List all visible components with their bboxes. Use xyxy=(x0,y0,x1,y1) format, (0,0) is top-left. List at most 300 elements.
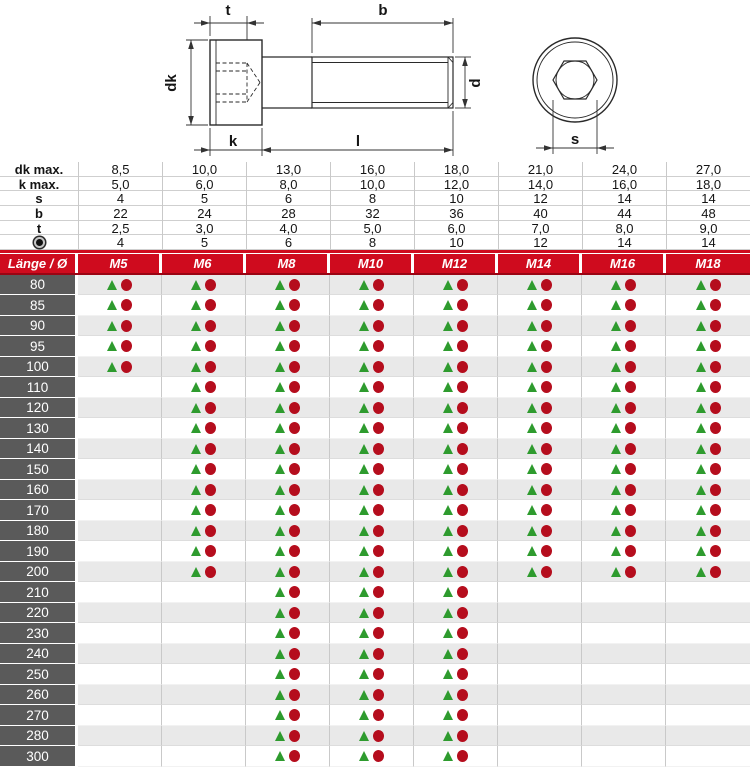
spec-value: 6 xyxy=(246,191,330,206)
triangle-marker xyxy=(443,546,453,556)
screw-technical-drawing xyxy=(0,0,750,162)
availability-cell xyxy=(330,705,414,726)
circle-marker xyxy=(373,627,384,639)
triangle-marker xyxy=(359,628,369,638)
triangle-marker xyxy=(443,382,453,392)
spec-row xyxy=(0,206,750,221)
triangle-marker xyxy=(527,526,537,536)
spec-value: 14 xyxy=(582,191,666,206)
spec-value: 22 xyxy=(78,206,162,221)
triangle-marker xyxy=(696,526,706,536)
spec-value: 8 xyxy=(330,235,414,250)
triangle-marker xyxy=(359,423,369,433)
triangle-marker xyxy=(359,751,369,761)
availability-cell xyxy=(582,746,666,767)
triangle-marker xyxy=(527,300,537,310)
length-label: 300 xyxy=(0,746,78,767)
triangle-marker xyxy=(696,300,706,310)
availability-cell xyxy=(78,500,162,521)
circle-marker xyxy=(710,525,721,537)
circle-marker xyxy=(625,443,636,455)
circle-marker xyxy=(205,402,216,414)
length-label: 280 xyxy=(0,726,78,747)
circle-marker xyxy=(625,422,636,434)
availability-cell xyxy=(246,603,330,624)
triangle-marker xyxy=(443,649,453,659)
availability-cell xyxy=(330,746,414,767)
availability-cell xyxy=(162,295,246,316)
triangle-marker xyxy=(443,464,453,474)
availability-cell xyxy=(498,439,582,460)
availability-cell xyxy=(78,562,162,583)
spec-value: 14,0 xyxy=(498,177,582,192)
availability-cell xyxy=(78,336,162,357)
availability-cell xyxy=(582,418,666,439)
circle-marker xyxy=(373,525,384,537)
table-row xyxy=(0,664,750,685)
availability-cell xyxy=(498,705,582,726)
availability-cell xyxy=(414,562,498,583)
triangle-marker xyxy=(275,649,285,659)
circle-marker xyxy=(541,566,552,578)
availability-cell xyxy=(246,275,330,296)
spec-row-label: k max. xyxy=(18,176,60,192)
availability-cell xyxy=(666,603,750,624)
circle-marker xyxy=(541,545,552,557)
circle-marker xyxy=(710,340,721,352)
availability-cell xyxy=(78,746,162,767)
triangle-marker xyxy=(443,321,453,331)
triangle-marker xyxy=(611,300,621,310)
length-label: 140 xyxy=(0,439,78,460)
availability-cell xyxy=(162,418,246,439)
circle-marker xyxy=(373,443,384,455)
triangle-marker xyxy=(696,362,706,372)
circle-marker xyxy=(205,504,216,516)
circle-marker xyxy=(457,299,468,311)
table-row xyxy=(0,459,750,480)
availability-cell xyxy=(78,295,162,316)
availability-cell xyxy=(666,746,750,767)
spec-value: 6 xyxy=(246,235,330,250)
circle-marker xyxy=(541,340,552,352)
availability-cell xyxy=(414,582,498,603)
availability-cell xyxy=(498,685,582,706)
triangle-marker xyxy=(275,423,285,433)
availability-cell xyxy=(330,459,414,480)
table-row xyxy=(0,480,750,501)
availability-cell xyxy=(666,644,750,665)
availability-cell xyxy=(414,459,498,480)
triangle-marker xyxy=(443,485,453,495)
availability-cell xyxy=(582,275,666,296)
availability-cell xyxy=(162,746,246,767)
triangle-marker xyxy=(275,382,285,392)
circle-marker xyxy=(710,299,721,311)
availability-cell xyxy=(498,664,582,685)
availability-cell xyxy=(78,644,162,665)
circle-marker xyxy=(205,566,216,578)
triangle-marker xyxy=(359,649,369,659)
availability-cell xyxy=(414,705,498,726)
triangle-marker xyxy=(359,710,369,720)
triangle-marker xyxy=(527,444,537,454)
circle-marker xyxy=(457,566,468,578)
length-label: 170 xyxy=(0,500,78,521)
length-label: 270 xyxy=(0,705,78,726)
availability-cell xyxy=(414,664,498,685)
spec-row xyxy=(0,221,750,236)
triangle-marker xyxy=(359,690,369,700)
availability-cell xyxy=(330,480,414,501)
triangle-marker xyxy=(611,567,621,577)
socket-drive-icon xyxy=(36,239,43,246)
triangle-marker xyxy=(275,731,285,741)
spec-value: 13,0 xyxy=(246,162,330,177)
table-row xyxy=(0,685,750,706)
availability-cell xyxy=(162,357,246,378)
spec-value: 8 xyxy=(330,191,414,206)
availability-cell xyxy=(414,644,498,665)
availability-cell xyxy=(666,336,750,357)
circle-marker xyxy=(541,361,552,373)
spec-section xyxy=(0,162,750,250)
availability-cell xyxy=(162,521,246,542)
dim-label-t: t xyxy=(225,2,231,19)
triangle-marker xyxy=(527,362,537,372)
triangle-marker xyxy=(443,280,453,290)
availability-cell xyxy=(162,562,246,583)
triangle-marker xyxy=(527,403,537,413)
triangle-marker xyxy=(359,362,369,372)
availability-cell xyxy=(582,459,666,480)
availability-cell xyxy=(78,357,162,378)
spec-value: 14 xyxy=(666,235,750,250)
availability-cell xyxy=(162,275,246,296)
availability-cell xyxy=(582,439,666,460)
circle-marker xyxy=(289,402,300,414)
availability-cell xyxy=(246,746,330,767)
spec-value: 14 xyxy=(666,191,750,206)
table-row xyxy=(0,418,750,439)
triangle-marker xyxy=(359,567,369,577)
availability-cell xyxy=(162,603,246,624)
availability-cell xyxy=(162,644,246,665)
circle-marker xyxy=(373,668,384,680)
availability-cell xyxy=(582,644,666,665)
spec-row-label: t xyxy=(36,220,42,236)
circle-marker xyxy=(457,586,468,598)
triangle-marker xyxy=(443,628,453,638)
circle-marker xyxy=(710,484,721,496)
availability-cell xyxy=(498,459,582,480)
circle-marker xyxy=(205,340,216,352)
availability-cell xyxy=(498,480,582,501)
dim-label-dk: dk xyxy=(163,74,180,92)
spec-value: 18,0 xyxy=(666,177,750,192)
availability-cell xyxy=(414,357,498,378)
triangle-marker xyxy=(191,485,201,495)
table-row xyxy=(0,644,750,665)
triangle-marker xyxy=(611,546,621,556)
availability-cell xyxy=(246,439,330,460)
circle-marker xyxy=(373,320,384,332)
circle-marker xyxy=(205,422,216,434)
length-label: 250 xyxy=(0,664,78,685)
spec-row-label xyxy=(0,235,78,250)
triangle-marker xyxy=(696,546,706,556)
spec-value: 12,0 xyxy=(414,177,498,192)
circle-marker xyxy=(457,607,468,619)
circle-marker xyxy=(373,566,384,578)
availability-cell xyxy=(666,398,750,419)
circle-marker xyxy=(373,545,384,557)
availability-cell xyxy=(498,521,582,542)
circle-marker xyxy=(289,648,300,660)
triangle-marker xyxy=(359,403,369,413)
length-label: 180 xyxy=(0,521,78,542)
circle-marker xyxy=(625,463,636,475)
availability-cell xyxy=(330,664,414,685)
availability-cell xyxy=(666,439,750,460)
triangle-marker xyxy=(359,608,369,618)
spec-value: 16,0 xyxy=(330,162,414,177)
availability-cell xyxy=(78,541,162,562)
triangle-marker xyxy=(696,280,706,290)
circle-marker xyxy=(710,402,721,414)
triangle-marker xyxy=(611,403,621,413)
triangle-marker xyxy=(611,485,621,495)
triangle-marker xyxy=(191,505,201,515)
availability-cell xyxy=(162,398,246,419)
circle-marker xyxy=(710,279,721,291)
spec-value: 8,0 xyxy=(246,177,330,192)
circle-marker xyxy=(373,340,384,352)
triangle-marker xyxy=(275,505,285,515)
triangle-marker xyxy=(527,341,537,351)
circle-marker xyxy=(373,648,384,660)
triangle-marker xyxy=(359,382,369,392)
table-row xyxy=(0,398,750,419)
triangle-marker xyxy=(696,485,706,495)
circle-marker xyxy=(373,484,384,496)
availability-cell xyxy=(666,377,750,398)
availability-cell xyxy=(78,521,162,542)
availability-cell xyxy=(330,644,414,665)
availability-cell xyxy=(498,623,582,644)
circle-marker xyxy=(457,443,468,455)
circle-marker xyxy=(625,340,636,352)
availability-cell xyxy=(666,685,750,706)
circle-marker xyxy=(289,709,300,721)
availability-cell xyxy=(246,336,330,357)
circle-marker xyxy=(457,668,468,680)
availability-cell xyxy=(582,398,666,419)
triangle-marker xyxy=(443,690,453,700)
availability-cell xyxy=(414,398,498,419)
circle-marker xyxy=(457,504,468,516)
availability-cell xyxy=(330,357,414,378)
spec-value: 12 xyxy=(498,235,582,250)
availability-cell xyxy=(582,685,666,706)
triangle-marker xyxy=(359,341,369,351)
triangle-marker xyxy=(275,321,285,331)
circle-marker xyxy=(625,504,636,516)
length-label: 130 xyxy=(0,418,78,439)
availability-cell xyxy=(330,541,414,562)
triangle-marker xyxy=(696,567,706,577)
spec-value: 6,0 xyxy=(414,221,498,236)
availability-cell xyxy=(498,746,582,767)
triangle-marker xyxy=(527,505,537,515)
availability-cell xyxy=(582,603,666,624)
availability-cell xyxy=(498,562,582,583)
spec-row-label: s xyxy=(35,191,43,207)
triangle-marker xyxy=(275,608,285,618)
triangle-marker xyxy=(527,423,537,433)
availability-cell xyxy=(498,644,582,665)
dim-label-b: b xyxy=(378,2,388,19)
spec-row-label: b xyxy=(35,205,43,221)
circle-marker xyxy=(373,422,384,434)
availability-cell xyxy=(162,685,246,706)
circle-marker xyxy=(289,422,300,434)
size-header-m6: M6 xyxy=(162,254,246,273)
circle-marker xyxy=(205,525,216,537)
circle-marker xyxy=(625,525,636,537)
availability-cell xyxy=(414,418,498,439)
triangle-marker xyxy=(359,321,369,331)
size-header-m8: M8 xyxy=(246,254,330,273)
circle-marker xyxy=(457,381,468,393)
availability-cell xyxy=(78,480,162,501)
triangle-marker xyxy=(611,505,621,515)
availability-cell xyxy=(78,623,162,644)
triangle-marker xyxy=(527,280,537,290)
circle-marker xyxy=(373,361,384,373)
availability-cell xyxy=(666,480,750,501)
availability-cell xyxy=(246,521,330,542)
availability-cell xyxy=(78,603,162,624)
circle-marker xyxy=(205,279,216,291)
table-row xyxy=(0,562,750,583)
table-row xyxy=(0,295,750,316)
availability-cell xyxy=(414,480,498,501)
triangle-marker xyxy=(191,444,201,454)
triangle-marker xyxy=(611,526,621,536)
circle-marker xyxy=(373,402,384,414)
circle-marker xyxy=(289,504,300,516)
circle-marker xyxy=(289,730,300,742)
spec-value: 27,0 xyxy=(666,162,750,177)
availability-cell xyxy=(330,275,414,296)
circle-marker xyxy=(289,750,300,762)
triangle-marker xyxy=(527,546,537,556)
triangle-marker xyxy=(696,382,706,392)
table-row xyxy=(0,541,750,562)
availability-cell xyxy=(498,275,582,296)
circle-marker xyxy=(289,668,300,680)
availability-cell xyxy=(414,377,498,398)
circle-marker xyxy=(289,545,300,557)
availability-cell xyxy=(246,664,330,685)
availability-cell xyxy=(78,418,162,439)
triangle-marker xyxy=(107,341,117,351)
circle-marker xyxy=(289,320,300,332)
circle-marker xyxy=(373,381,384,393)
triangle-marker xyxy=(443,731,453,741)
availability-cell xyxy=(246,418,330,439)
availability-cell xyxy=(498,316,582,337)
circle-marker xyxy=(541,381,552,393)
triangle-marker xyxy=(191,526,201,536)
circle-marker xyxy=(457,525,468,537)
availability-cell xyxy=(162,439,246,460)
availability-cell xyxy=(246,623,330,644)
triangle-marker xyxy=(275,341,285,351)
availability-cell xyxy=(582,500,666,521)
availability-cell xyxy=(78,705,162,726)
spec-value: 24 xyxy=(162,206,246,221)
availability-cell xyxy=(666,562,750,583)
circle-marker xyxy=(289,627,300,639)
spec-value: 10 xyxy=(414,235,498,250)
availability-cell xyxy=(498,500,582,521)
availability-cell xyxy=(582,357,666,378)
triangle-marker xyxy=(191,362,201,372)
triangle-marker xyxy=(359,546,369,556)
circle-marker xyxy=(457,709,468,721)
circle-marker xyxy=(289,484,300,496)
availability-cell xyxy=(582,521,666,542)
availability-cell xyxy=(582,726,666,747)
length-label: 230 xyxy=(0,623,78,644)
length-label: 120 xyxy=(0,398,78,419)
availability-cell xyxy=(582,480,666,501)
availability-cell xyxy=(78,685,162,706)
circle-marker xyxy=(205,443,216,455)
triangle-marker xyxy=(275,710,285,720)
circle-marker xyxy=(205,484,216,496)
circle-marker xyxy=(205,381,216,393)
header-top-rule xyxy=(0,250,750,253)
triangle-marker xyxy=(275,546,285,556)
availability-cell xyxy=(78,439,162,460)
table-row xyxy=(0,582,750,603)
availability-cell xyxy=(246,398,330,419)
circle-marker xyxy=(289,340,300,352)
triangle-marker xyxy=(443,341,453,351)
availability-cell xyxy=(582,377,666,398)
circle-marker xyxy=(373,689,384,701)
availability-cell xyxy=(246,357,330,378)
circle-marker xyxy=(710,504,721,516)
circle-marker xyxy=(373,586,384,598)
availability-cell xyxy=(498,603,582,624)
side-view xyxy=(210,40,453,125)
triangle-marker xyxy=(275,300,285,310)
length-label: 210 xyxy=(0,582,78,603)
length-label: 240 xyxy=(0,644,78,665)
spec-value: 10,0 xyxy=(330,177,414,192)
size-header-m12: M12 xyxy=(414,254,498,273)
spec-value: 2,5 xyxy=(78,221,162,236)
availability-cell xyxy=(414,541,498,562)
triangle-marker xyxy=(275,362,285,372)
spec-value: 28 xyxy=(246,206,330,221)
triangle-marker xyxy=(696,444,706,454)
triangle-marker xyxy=(611,280,621,290)
